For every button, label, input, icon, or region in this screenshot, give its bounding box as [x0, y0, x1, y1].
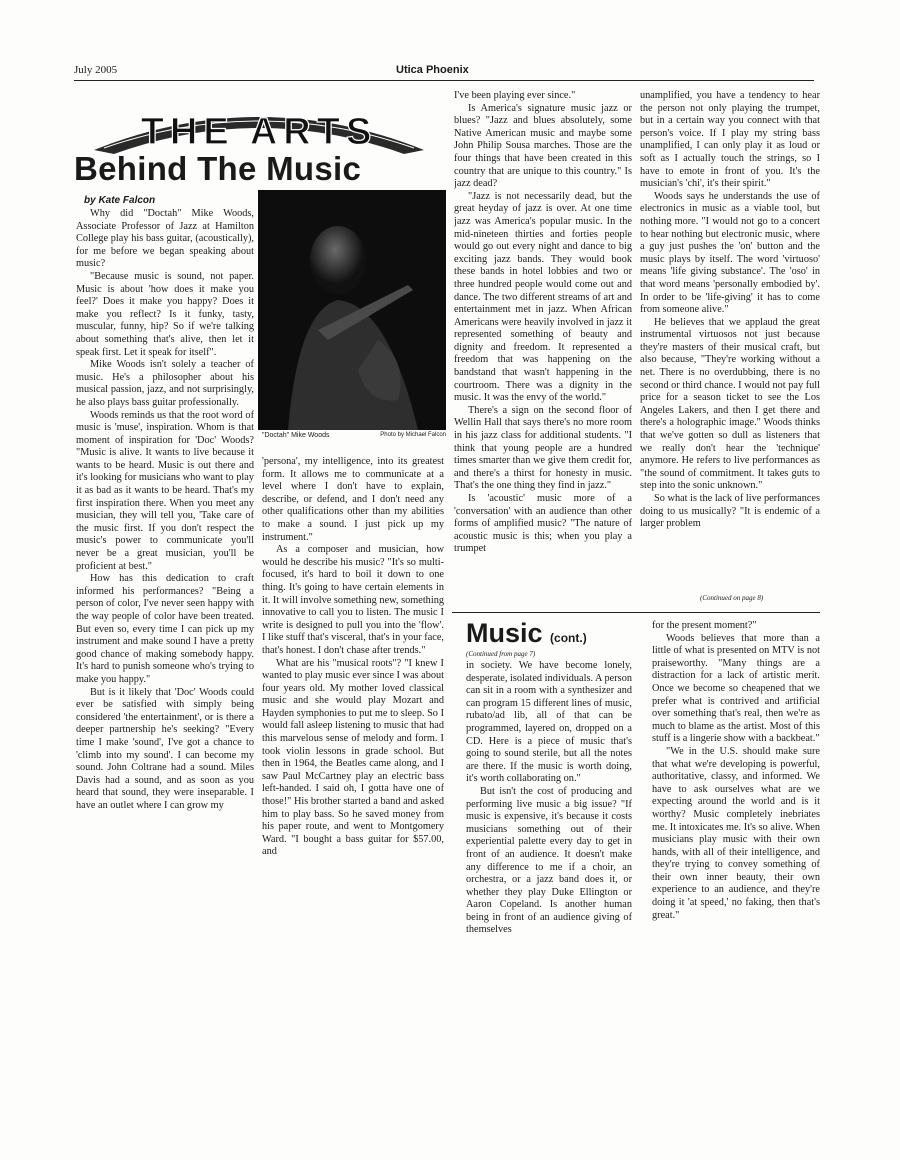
paragraph: Is America's signature music jazz or blues? "Jazz and blues absolutely, some Native American music and maybe some John Philip Sousa marches. Those are the four things that have been created in this country that are unique to this country." Is jazz dead? — [454, 102, 632, 190]
paragraph: Mike Woods isn't solely a teacher of music. He's a philosopher about his musical passion, jazz, and not surprisingly, he also plays bass guitar professionally. — [76, 359, 254, 408]
paragraph: But isn't the cost of producing and performing live music a big issue? "If music is expensive, it's because it costs musicians something out of their experiential palette every day to get in front of an audience. It doesn't make any difference to me if a choir, an orchestra, or a jazz band does it, or whether they play Duke Ellington or Aaron Copeland. Is another human being in front of an audience giving of themselves — [466, 785, 632, 936]
section-divider — [452, 612, 820, 613]
continued-on-note: (Continued on page 8) — [700, 594, 764, 602]
column-2 — [262, 456, 444, 1096]
paragraph: in society. We have become lonely, desperate, isolated individuals. A person can sit in a room with a synthesizer and can program 15 different lines of music, rubato/ad lib, all of that can be programmed, layered on, dropped on a CD. Here is a piece of music that's going to sound sterile, but all the notes are there. If the music is worth doing, it's worth collaborating on." — [466, 660, 632, 785]
caption-text: "Doctah" Mike Woods — [262, 432, 330, 439]
paragraph: What are his "musical roots"? "I knew I wanted to play music ever since I was about four years old. My mother loved classical music and she would play Mozart and Hayden symphonies to put me to sleep. So I would fall asleep listening to music that had this marvelous sense of melody and form. I took violin lessons in grade school. But then in 1964, the Beatles came along, and I saw Paul McCartney play an electric bass left-handed. I said oh, I gotta have one of those!" His brother started a band and asked him to play bass. So he saved money from his paper route, and went to Montgomery Ward. "I bought a bass guitar for $57.00, and — [262, 657, 444, 858]
newspaper-name: Utica Phoenix — [396, 64, 469, 76]
paragraph: Woods reminds us that the root word of music is 'muse', inspiration. Whom is that moment of inspiration for 'Doc' Woods? "Music is alive. It wants to live because it wants to be heard. Music is out there and it's looking for musicians who want to play it as bad as it wants to be heard. That's my first inspiration there. When you meet any musician, they will tell you, 'Take care of the music first. If you don't respect the music's power to communicate you'll never be a great musician, you'll be proficient at best." — [76, 409, 254, 572]
arts-section-banner — [74, 92, 444, 156]
paragraph: So what is the lack of live performances doing to us musically? "It is endemic of a larger problem — [640, 493, 820, 530]
paragraph: "Jazz is not necessarily dead, but the great heyday of jazz is over. At one time jazz was America's popular music. In the mid-nineteen thirties and forties people would go out every night and dance to big exciting jazz bands. They would book these bands in hotel lobbies and two or three hundred people would come out and dance. The two different streams of art and entertainment met in jazz. When African Americans were heavily involved in jazz it represented something of beauty and dignity and freedom. It represented a freedom that was happening on the bandstand that wasn't happening in the courtroom. There was a dignity in the music. It was the envy of the world." — [454, 190, 632, 404]
paragraph: 'persona', my intelligence, into its greatest form. It allows me to communicate at a level where I don't have to explain, describe, or defend, and I don't need any other qualifications other than my abilities to make a sound. I just pick up my instrument." — [262, 456, 444, 543]
paragraph: Is 'acoustic' music more of a 'conversation' with an audience than other forms of amplified music? "The nature of acoustic music is this; when you play a trumpet — [454, 493, 632, 555]
paragraph: "We in the U.S. should make sure that what we're developing is powerful, authoritative, classy, and informed. We have to ask ourselves what are we expecting around the world and is it worthy? Music completely inebriates me. It intoxicates me. It's so alive. When musicians play music with their own hands, with all of their intelligence, and they're trying to convey something of their own inner beauty, their own experience to an audience, and they're doing it 'at speed,' no faking, then that's great." — [652, 745, 820, 921]
paragraph: I've been playing ever since." — [454, 90, 576, 101]
music-cont-heading — [466, 618, 587, 649]
paragraph: unamplified, you have a tendency to hear the person not only playing the trumpet, but in a certain way you connect with that person's voice. If I play my string bass unamplified, I can only play it as loud or soft as I actually touch the strings, so I have to emote in front of you. It's the musician's 'chi', it's their spirit." — [640, 90, 820, 190]
paragraph: There's a sign on the second floor of Wellin Hall that says there's no more room in his jazz class for additional students. "I think that young people are a hundred times smarter than we give them credit for, and there's a thirst for honesty in music. That's the one thing they find in jazz." — [454, 404, 632, 492]
page-header — [74, 64, 814, 81]
portrait-photo — [258, 190, 446, 430]
paragraph: But is it likely that 'Doc' Woods could ever be satisfied with simply being considered 'the entertainment', or is there a deeper partnership he's seeking? "Every time I make 'sound', I've got a chance to 'climb into my sound'. I can become my sound. John Coltrane had a sound. Miles Davis had a sound, and as soon as you heard that sound, they were inseparable. I have an outlet where I can grow my — [76, 686, 254, 811]
column-6 — [652, 620, 820, 1100]
musician-silhouette — [258, 190, 446, 430]
photo-caption — [262, 432, 446, 439]
music-cont-title: Music — [466, 618, 543, 648]
issue-date: July 2005 — [74, 64, 118, 76]
article-title: Behind The Music — [74, 150, 362, 187]
column-4 — [640, 90, 820, 600]
banner-text: THE ARTS — [140, 111, 378, 153]
column-3 — [454, 90, 632, 630]
byline: by Kate Falcon — [84, 195, 156, 206]
column-1 — [76, 208, 254, 1098]
paragraph: Woods says he understands the use of electronics in music as a viable tool, but nothing more. "I would not go to a concert to hear nothing but electronic music, where a guy just pushes the 'on' button and the music plays by itself. The word 'virtuoso' means 'life giving substance'. The 'oso' in that word means 'personally embodied by'. In order to be 'life-giving' it has to come from someone alive." — [640, 190, 820, 316]
paragraph: Why did "Doctah" Mike Woods, Associate Professor of Jazz at Hamilton College play his bass guitar, (acoustically), for me before we began speaking about music? — [76, 208, 254, 270]
banner-graphic — [74, 92, 444, 156]
continued-from-note: (Continued from page 7) — [466, 650, 536, 658]
paragraph: Woods believes that more than a little of what is presented on MTV is not praiseworthy. "Many things are a distraction for a lack of artistic merit. Once we become so cheapened that we prefer what is contrived and artificial over something that's real, then we're as much to blame as the artist. Most of this stuff is a lingerie show with a backbeat." — [652, 632, 820, 745]
paragraph: He believes that we applaud the great instrumental virtuosos not just because they're masters of their musical craft, but also because, "They're working without a net. There is no overdubbing, there is no second or third chance. I would not pay full price for a season ticket to see the Los Angeles Lakers, and then I get there and there's a holographic image." Woods thinks that we've gotten so dull as listeners that we really don't hear the 'technique' anymore. He refers to live performances as "the sound of commitment. It takes guts to step into the sonic unknown." — [640, 316, 820, 492]
paragraph: How has this dedication to craft informed his performances? "Being a person of color, I've never seen happy with the way people of color have been treated. But even so, every time I can pick up my instrument and make sound I have a pretty good chance of making somebody happy. It's hard to punish someone who's trying to make you happy." — [76, 573, 254, 685]
paragraph: for the present moment?" — [652, 620, 757, 631]
photo-credit: Photo by Michael Falcon — [380, 432, 446, 438]
music-cont-suffix: (cont.) — [550, 631, 587, 645]
column-5 — [466, 660, 632, 1100]
paragraph: "Because music is sound, not paper. Music is about 'how does it make you feel?' Does it make you happy? Does it make you reflect? Is it funky, tasty, muscular, funny, hip? So if we're talking about something that's alive, then let it speak first. Let it speak for itself". — [76, 270, 254, 358]
paragraph: As a composer and musician, how would he describe his music? "It's so multi-focused, it's hard to boil it down to one thing. It's going to have certain elements in it. It will involve something new, something innovative to call you to listen. The music I write is designed to pull you into the 'flow'. I like stuff that's visceral, that's in your face, that's honest. I don't chase after trends." — [262, 544, 444, 656]
